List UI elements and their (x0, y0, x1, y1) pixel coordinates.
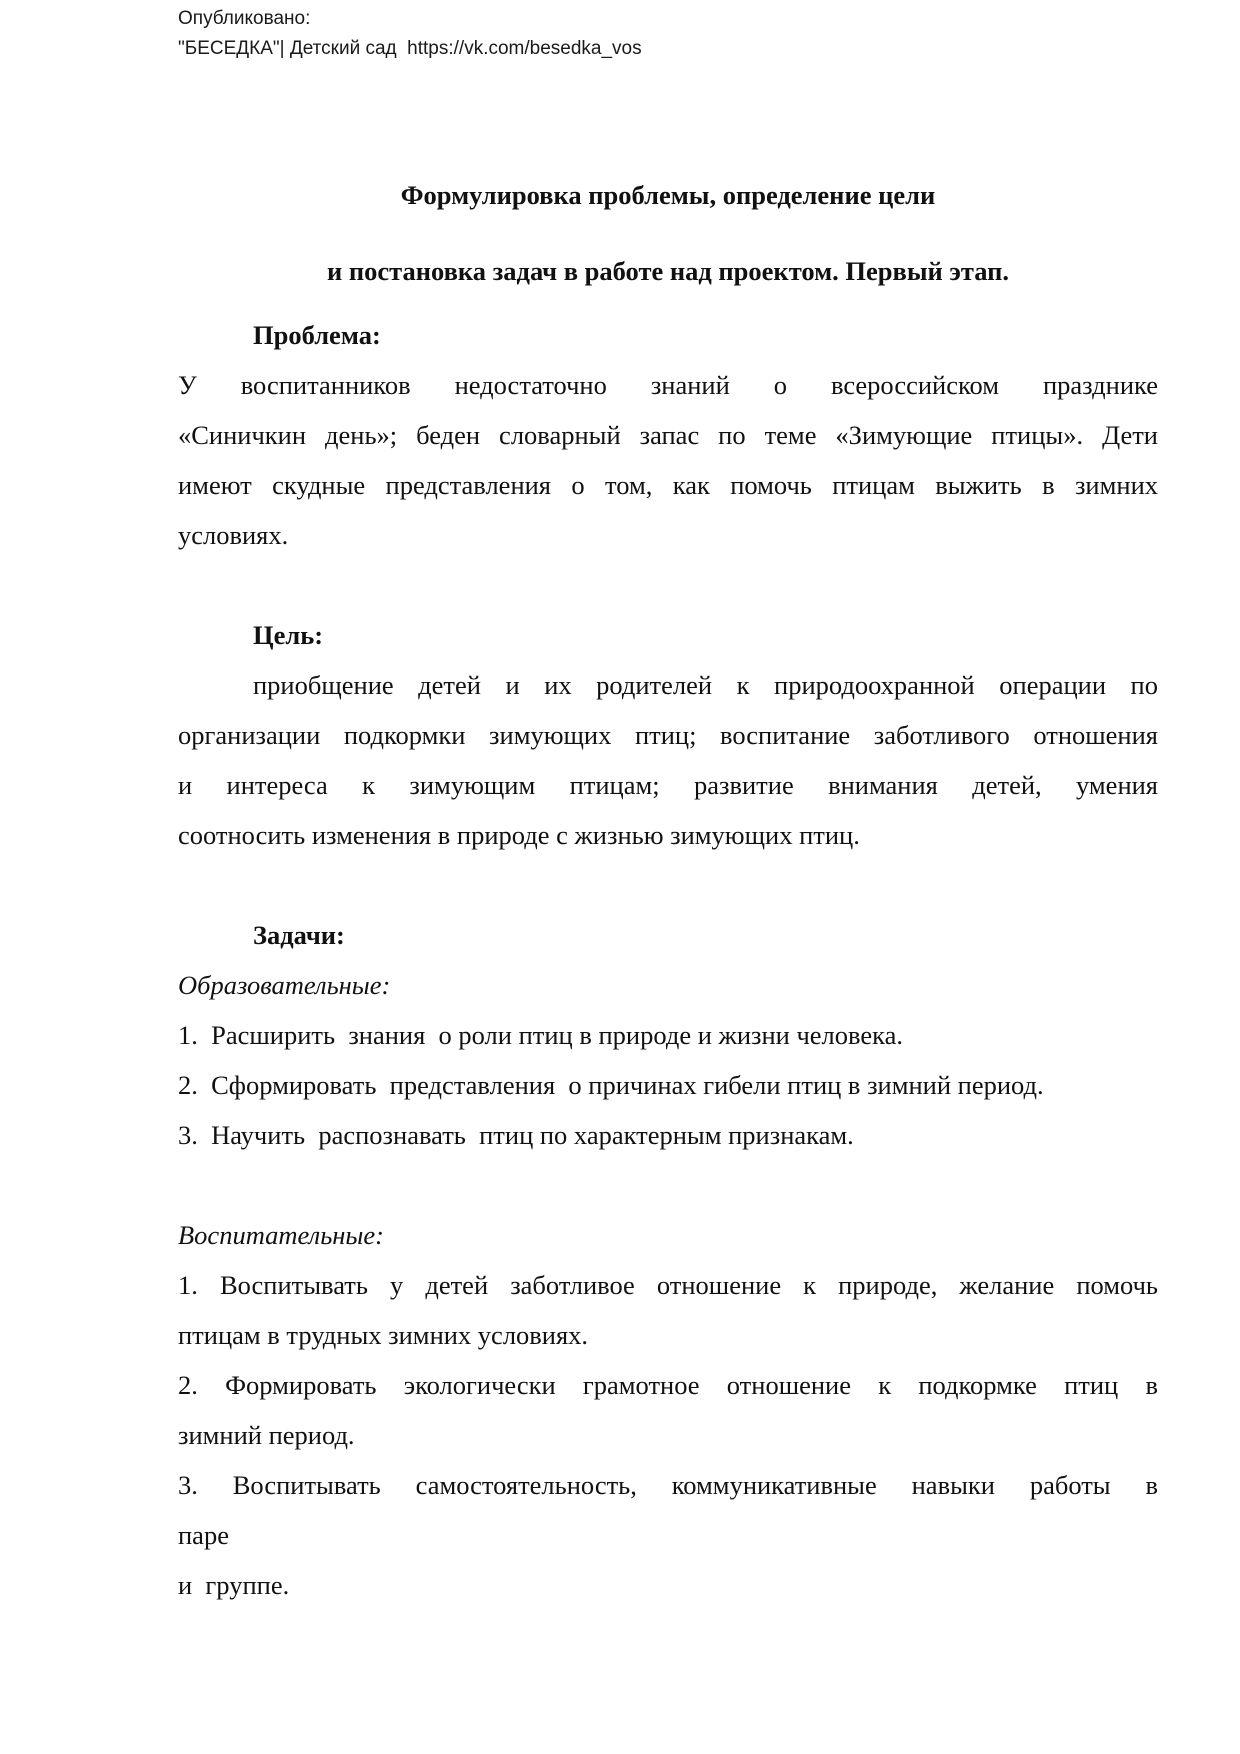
problem-line-2: «Синичкин день»; беден словарный запас по теме «Зимующие птицы». Дети (178, 420, 1158, 450)
problem-section (178, 310, 1158, 560)
tasks-heading: Задачи: (253, 920, 345, 950)
upbringing-line-4: зимний период. (178, 1420, 355, 1450)
goal-line-3: и интереса к зимующим птицам; развитие внимания детей, умения (178, 770, 1158, 800)
goal-line-4: соотносить изменения в природе с жизнью зимующих птиц. (178, 820, 860, 850)
problem-line-1: У воспитанников недостаточно знаний о всероссийском празднике (178, 370, 1158, 400)
problem-line-4: условиях. (178, 520, 289, 550)
publication-header (178, 4, 642, 64)
educational-item-2: 2. Сформировать представления о причинах гибели птиц в зимний период. (178, 1070, 1044, 1100)
educational-item-1: 1. Расширить знания о роли птиц в природе и жизни человека. (178, 1020, 903, 1050)
tasks-section (178, 910, 1158, 1610)
educational-subheading: Образовательные: (178, 970, 391, 1000)
publication-source: "БЕСЕДКА"| Детский сад https://vk.com/besedka_vos (178, 38, 642, 59)
goal-line-1: приобщение детей и их родителей к природоохранной операции по (253, 670, 1158, 700)
title-line-2: и постановка задач в работе над проектом. Первый этап. (326, 256, 1009, 286)
goal-section (178, 610, 1158, 860)
educational-item-3: 3. Научить распознавать птиц по характерным признакам. (178, 1120, 854, 1150)
problem-line-3: имеют скудные представления о том, как помочь птицам выжить в зимних (178, 470, 1158, 500)
upbringing-line-5: 3. Воспитывать самостоятельность, коммуникативные навыки работы в (178, 1470, 1158, 1500)
goal-line-2: организации подкормки зимующих птиц; воспитание заботливого отношения (178, 720, 1158, 750)
upbringing-line-3: 2. Формировать экологически грамотное отношение к подкормке птиц в (178, 1370, 1158, 1400)
upbringing-line-6: паре (178, 1520, 229, 1550)
problem-heading: Проблема: (253, 320, 381, 350)
upbringing-line-1: 1. Воспитывать у детей заботливое отношение к природе, желание помочь (178, 1270, 1158, 1300)
upbringing-line-2: птицам в трудных зимних условиях. (178, 1320, 589, 1350)
upbringing-line-7: и группе. (178, 1570, 290, 1600)
upbringing-subheading: Воспитательные: (178, 1220, 384, 1250)
title-line-1: Формулировка проблемы, определение цели (400, 180, 936, 210)
document-body (178, 170, 1158, 1610)
publication-label: Опубликовано: (178, 8, 311, 29)
goal-heading: Цель: (253, 620, 324, 650)
